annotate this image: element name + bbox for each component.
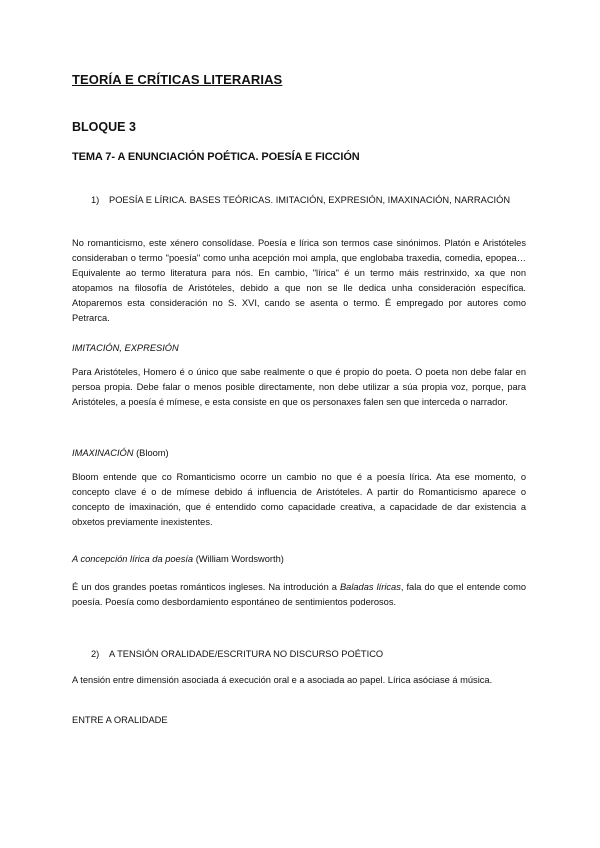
subsection-heading: ENTRE A ORALIDADE <box>72 715 168 725</box>
imaxinacion-heading <box>72 446 169 461</box>
imaxinacion-heading-text: IMAXINACIÓN <box>72 448 134 458</box>
baladas-liricas-title: Baladas líricas <box>339 582 401 592</box>
imitacion-paragraph: Para Aristóteles, Homero é o único que sabe realmente o que é propio do poeta. O poeta non debe falar en persoa propia. Debe falar o menos posible directamente, non debe utilizar a súa propia voz, porque, para Aristóteles, a poesía é mímese, e esta consiste en que os personaxes falen sen que interceda o narrador. <box>72 367 526 407</box>
imitacion-heading <box>72 341 179 356</box>
section-1-heading <box>91 193 511 208</box>
document-title: TEORÍA E CRÍTICAS LITERARIAS <box>72 72 283 87</box>
concepcion-text-before: É un dos grandes poetas románticos ingleses. Na introdución a <box>72 582 340 592</box>
concepcion-note: (William Wordsworth) <box>195 554 284 564</box>
section-1-title: POESÍA E LÍRICA. BASES TEÓRICAS. IMITACIÓN, EXPRESIÓN, IMAXINACIÓN, NARRACIÓN <box>109 195 511 205</box>
block-heading: BLOQUE 3 <box>72 120 136 134</box>
section-2-number: 2) <box>91 649 100 659</box>
section-2-heading <box>91 647 511 662</box>
section-2-title: A TENSIÓN ORALIDADE/ESCRITURA NO DISCURSO POÉTICO <box>109 649 384 659</box>
topic-heading: TEMA 7- A ENUNCIACIÓN POÉTICA. POESÍA E FICCIÓN <box>72 151 360 163</box>
section-1-paragraph: No romanticismo, este xénero consolídase. Poesía e lírica son termos case sinónimos. Platón e Aristóteles consideraban o termo "poesía" como unha acepción moi ampla, que englobaba traxedia, comedia, epopea… Equivalente ao termo literatura para nós. En cambio, "lírica" é un termo máis restrinxido, xa que non atopamos na filosofía de Aristóteles, debido a que non se lle dedica unha consideración específica. Atoparemos esta consideración no S. XVI, cando se asenta o termo. É empregado por autores como Petrarca. <box>72 238 526 323</box>
section-1-number: 1) <box>91 195 100 205</box>
imaxinacion-paragraph: Bloom entende que co Romanticismo ocorre un cambio no que é a poesía lírica. Ata ese momento, o concepto clave é o de mímese debido á influencia de Aristóteles. A partir do Romanticismo aparece o concepto de imaxinación, que é entendido como capacidade creativa, a capacidade de dar existencia a obxetos previamente inexistentes. <box>72 472 526 527</box>
concepcion-text-after: , fala do que el entende como poesía. Poesía como desbordamiento espontáneo de sentimientos poderosos. <box>72 582 526 607</box>
concepcion-heading-text: A concepción lírica da poesía <box>72 554 194 564</box>
imitacion-heading-text: IMITACIÓN, EXPRESIÓN <box>72 343 179 353</box>
section-2-paragraph: A tensión entre dimensión asociada á execución oral e a asociada ao papel. Lírica asóciase á música. <box>72 675 493 685</box>
concepcion-heading <box>72 552 284 567</box>
imaxinacion-note: (Bloom) <box>136 448 169 458</box>
concepcion-paragraph <box>72 580 526 610</box>
